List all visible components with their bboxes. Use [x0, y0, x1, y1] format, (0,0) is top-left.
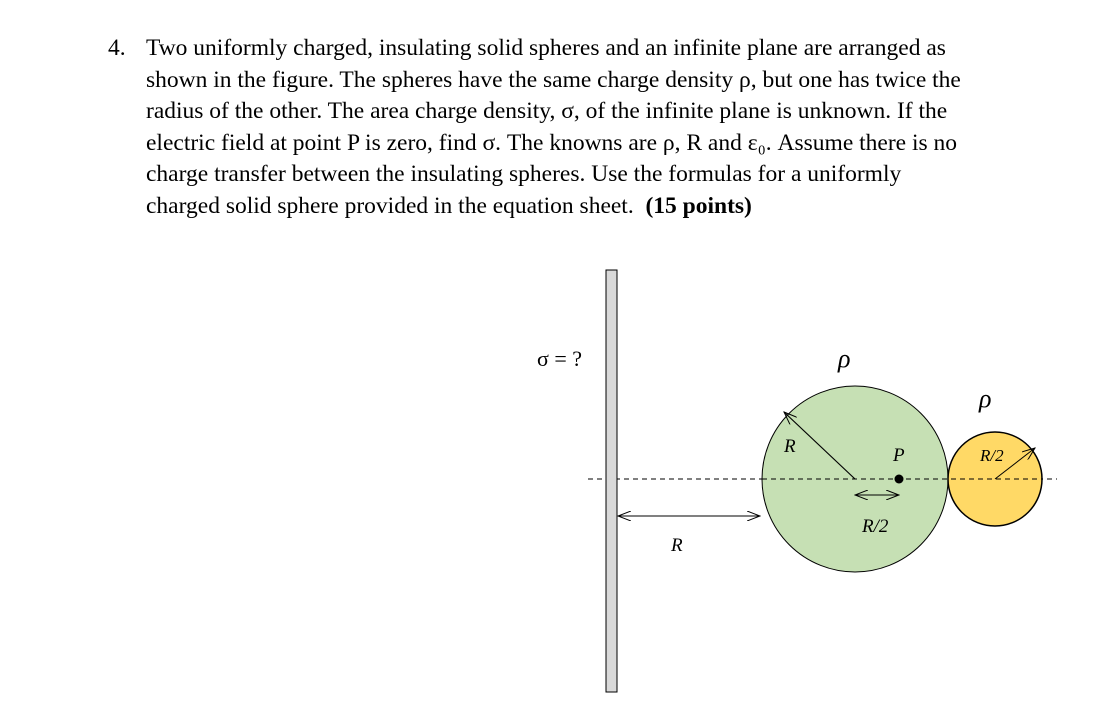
- points-label: (15 points): [645, 192, 752, 219]
- small-radius-label: R/2: [980, 446, 1004, 465]
- big-sphere-density-label: ρ: [838, 344, 851, 373]
- problem-line-text: charged solid sphere provided in the equation sheet.: [146, 192, 634, 219]
- point-label: P: [893, 445, 905, 466]
- problem-number: 4.: [108, 35, 126, 61]
- point-p-dot: [895, 475, 904, 484]
- plane-label: σ = ?: [537, 346, 583, 371]
- problem-line: shown in the figure. The spheres have the same charge density ρ, but one has twice the: [146, 66, 961, 93]
- problem-line: radius of the other. The area charge density, σ, of the infinite plane is unknown. If the: [146, 98, 948, 124]
- offset-label: R/2: [862, 516, 889, 537]
- problem-line: electric field at point P is zero, find σ. The knowns are ρ, R and ε₀. Assume there is no: [146, 129, 958, 156]
- small-sphere-density-label: ρ: [979, 384, 992, 413]
- plane-distance-label: R: [671, 535, 683, 556]
- problem-line: Two uniformly charged, insulating solid spheres and an infinite plane are arranged as: [146, 35, 946, 61]
- infinite-plane: [606, 270, 617, 692]
- problem-line: charge transfer between the insulating spheres. Use the formulas for a uniformly: [146, 161, 902, 187]
- big-radius-label: R: [784, 436, 796, 457]
